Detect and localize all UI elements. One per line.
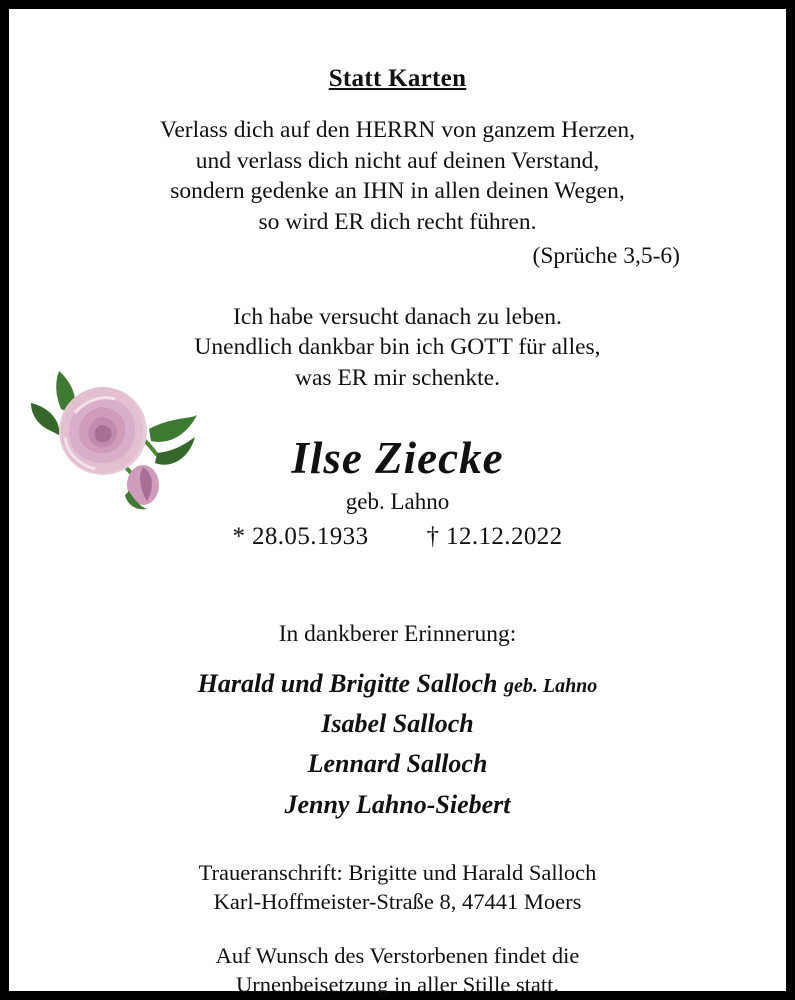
verse-reference: (Sprüche 3,5-6) [532, 243, 680, 270]
family-member-name: Jenny Lahno-Siebert [284, 789, 511, 819]
personal-line: Ich habe versucht danach zu leben. [233, 303, 562, 330]
verse-line: Verlass dich auf den HERRN von ganzem Herzen, [159, 117, 636, 143]
death-date: † 12.12.2022 [426, 522, 563, 550]
closing-line: Auf Wunsch des Verstorbenen findet die [215, 943, 580, 969]
verse-line: und verlass dich nicht auf deinen Verstand, [195, 147, 600, 174]
verse-line: so wird ER dich recht führen. [258, 208, 537, 235]
deceased-dates [49, 523, 746, 551]
birth-date: * 28.05.1933 [232, 522, 369, 550]
closing-line: Urnenbeisetzung in aller Stille statt. [235, 972, 560, 998]
verse-line: sondern gedenke an IHN in allen deinen Wegen, [170, 178, 625, 205]
address-line: Traueranschrift: Brigitte und Harald Salloch [198, 859, 597, 885]
bible-verse [49, 115, 746, 272]
closing-note [49, 942, 746, 1000]
remembrance-label: In dankberer Erinnerung: [278, 620, 517, 647]
family-member [49, 785, 746, 825]
mourning-address [49, 859, 746, 917]
notice-heading: Statt Karten [328, 65, 467, 92]
personal-line: Unendlich dankbar bin ich GOTT für alles, [194, 334, 601, 361]
family-member-suffix: geb. Lahno [503, 674, 598, 697]
family-list [49, 664, 746, 825]
family-member-name: Harald und Brigitte Salloch [197, 668, 498, 698]
personal-line: was ER mir schenkte. [295, 364, 500, 391]
family-member [49, 704, 746, 744]
family-member [49, 744, 746, 784]
family-member-name: Lennard Salloch [307, 749, 488, 779]
deceased-maiden-name: geb. Lahno [345, 488, 450, 514]
rose-icon [31, 367, 199, 517]
address-line: Karl-Hoffmeister-Straße 8, 47441 Moers [213, 888, 582, 914]
family-member [49, 664, 746, 704]
family-member-name: Isabel Salloch [321, 708, 474, 738]
deceased-name: Ilse Ziecke [291, 433, 504, 484]
